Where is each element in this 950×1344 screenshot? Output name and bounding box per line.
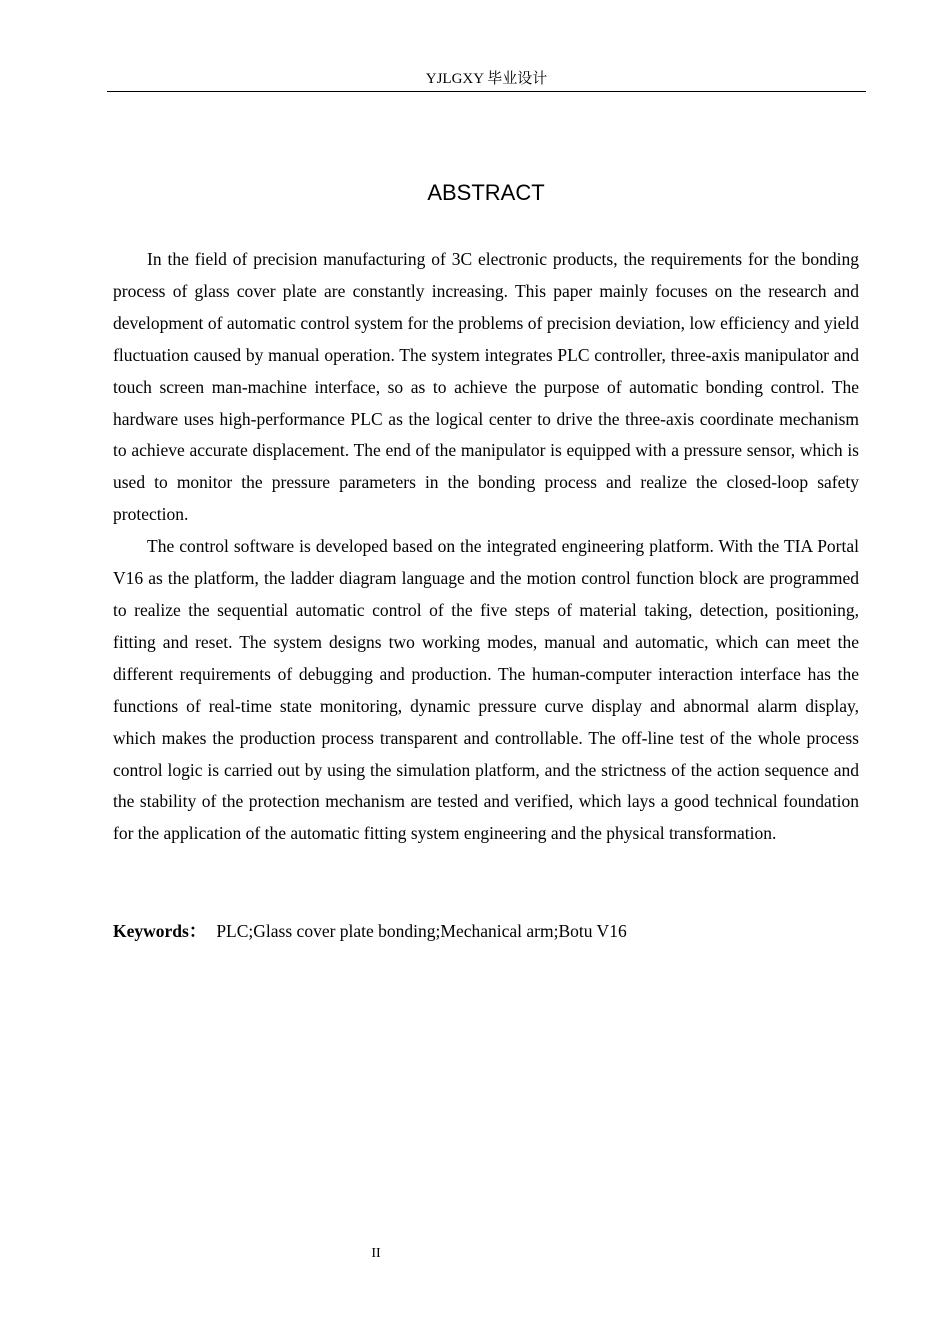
running-header: YJLGXY 毕业设计 (425, 71, 548, 87)
abstract-paragraph-2: The control software is developed based on the integrated engineering platform. With the TIA Portal V16 as the platform, the ladder diagram language and the motion control function block are programmed to realize the sequential automatic control of the five steps of material taking, detection, positioning, fitting and reset. The system designs two working modes, manual and automatic, which can meet the different requirements of debugging and production. The human-computer interaction interface has the functions of real-time state monitoring, dynamic pressure curve display and abnormal alarm display, which makes the production process transparent and controllable. The off-line test of the whole process control logic is carried out by using the simulation platform, and the strictness of the action sequence and the stability of the protection mechanism are tested and verified, which lays a good technical foundation for the application of the automatic fitting system engineering and the physical transformation. (113, 536, 859, 844)
abstract-paragraph-1: In the field of precision manufacturing of 3C electronic products, the requirements for the bonding process of glass cover plate are constantly increasing. This paper mainly focuses on the research and development of automatic control system for the problems of precision deviation, low efficiency and yield fluctuation caused by manual operation. The system integrates PLC controller, three-axis manipulator and touch screen man-machine interface, so as to achieve the purpose of automatic bonding control. The hardware uses high-performance PLC as the logical center to drive the three-axis coordinate mechanism to achieve accurate displacement. The end of the manipulator is equipped with a pressure sensor, which is used to monitor the pressure parameters in the bonding process and realize the closed-loop safety protection. (113, 249, 859, 525)
keywords-label: Keywords (113, 921, 189, 941)
keywords-colon: ： (188, 921, 207, 941)
keywords-text: PLC;Glass cover plate bonding;Mechanical arm;Botu V16 (216, 921, 627, 941)
page-number: II (371, 1246, 381, 1261)
keywords-line (113, 916, 859, 946)
abstract-body (113, 244, 859, 850)
abstract-title: ABSTRACT (427, 180, 545, 205)
header-rule (107, 91, 866, 92)
